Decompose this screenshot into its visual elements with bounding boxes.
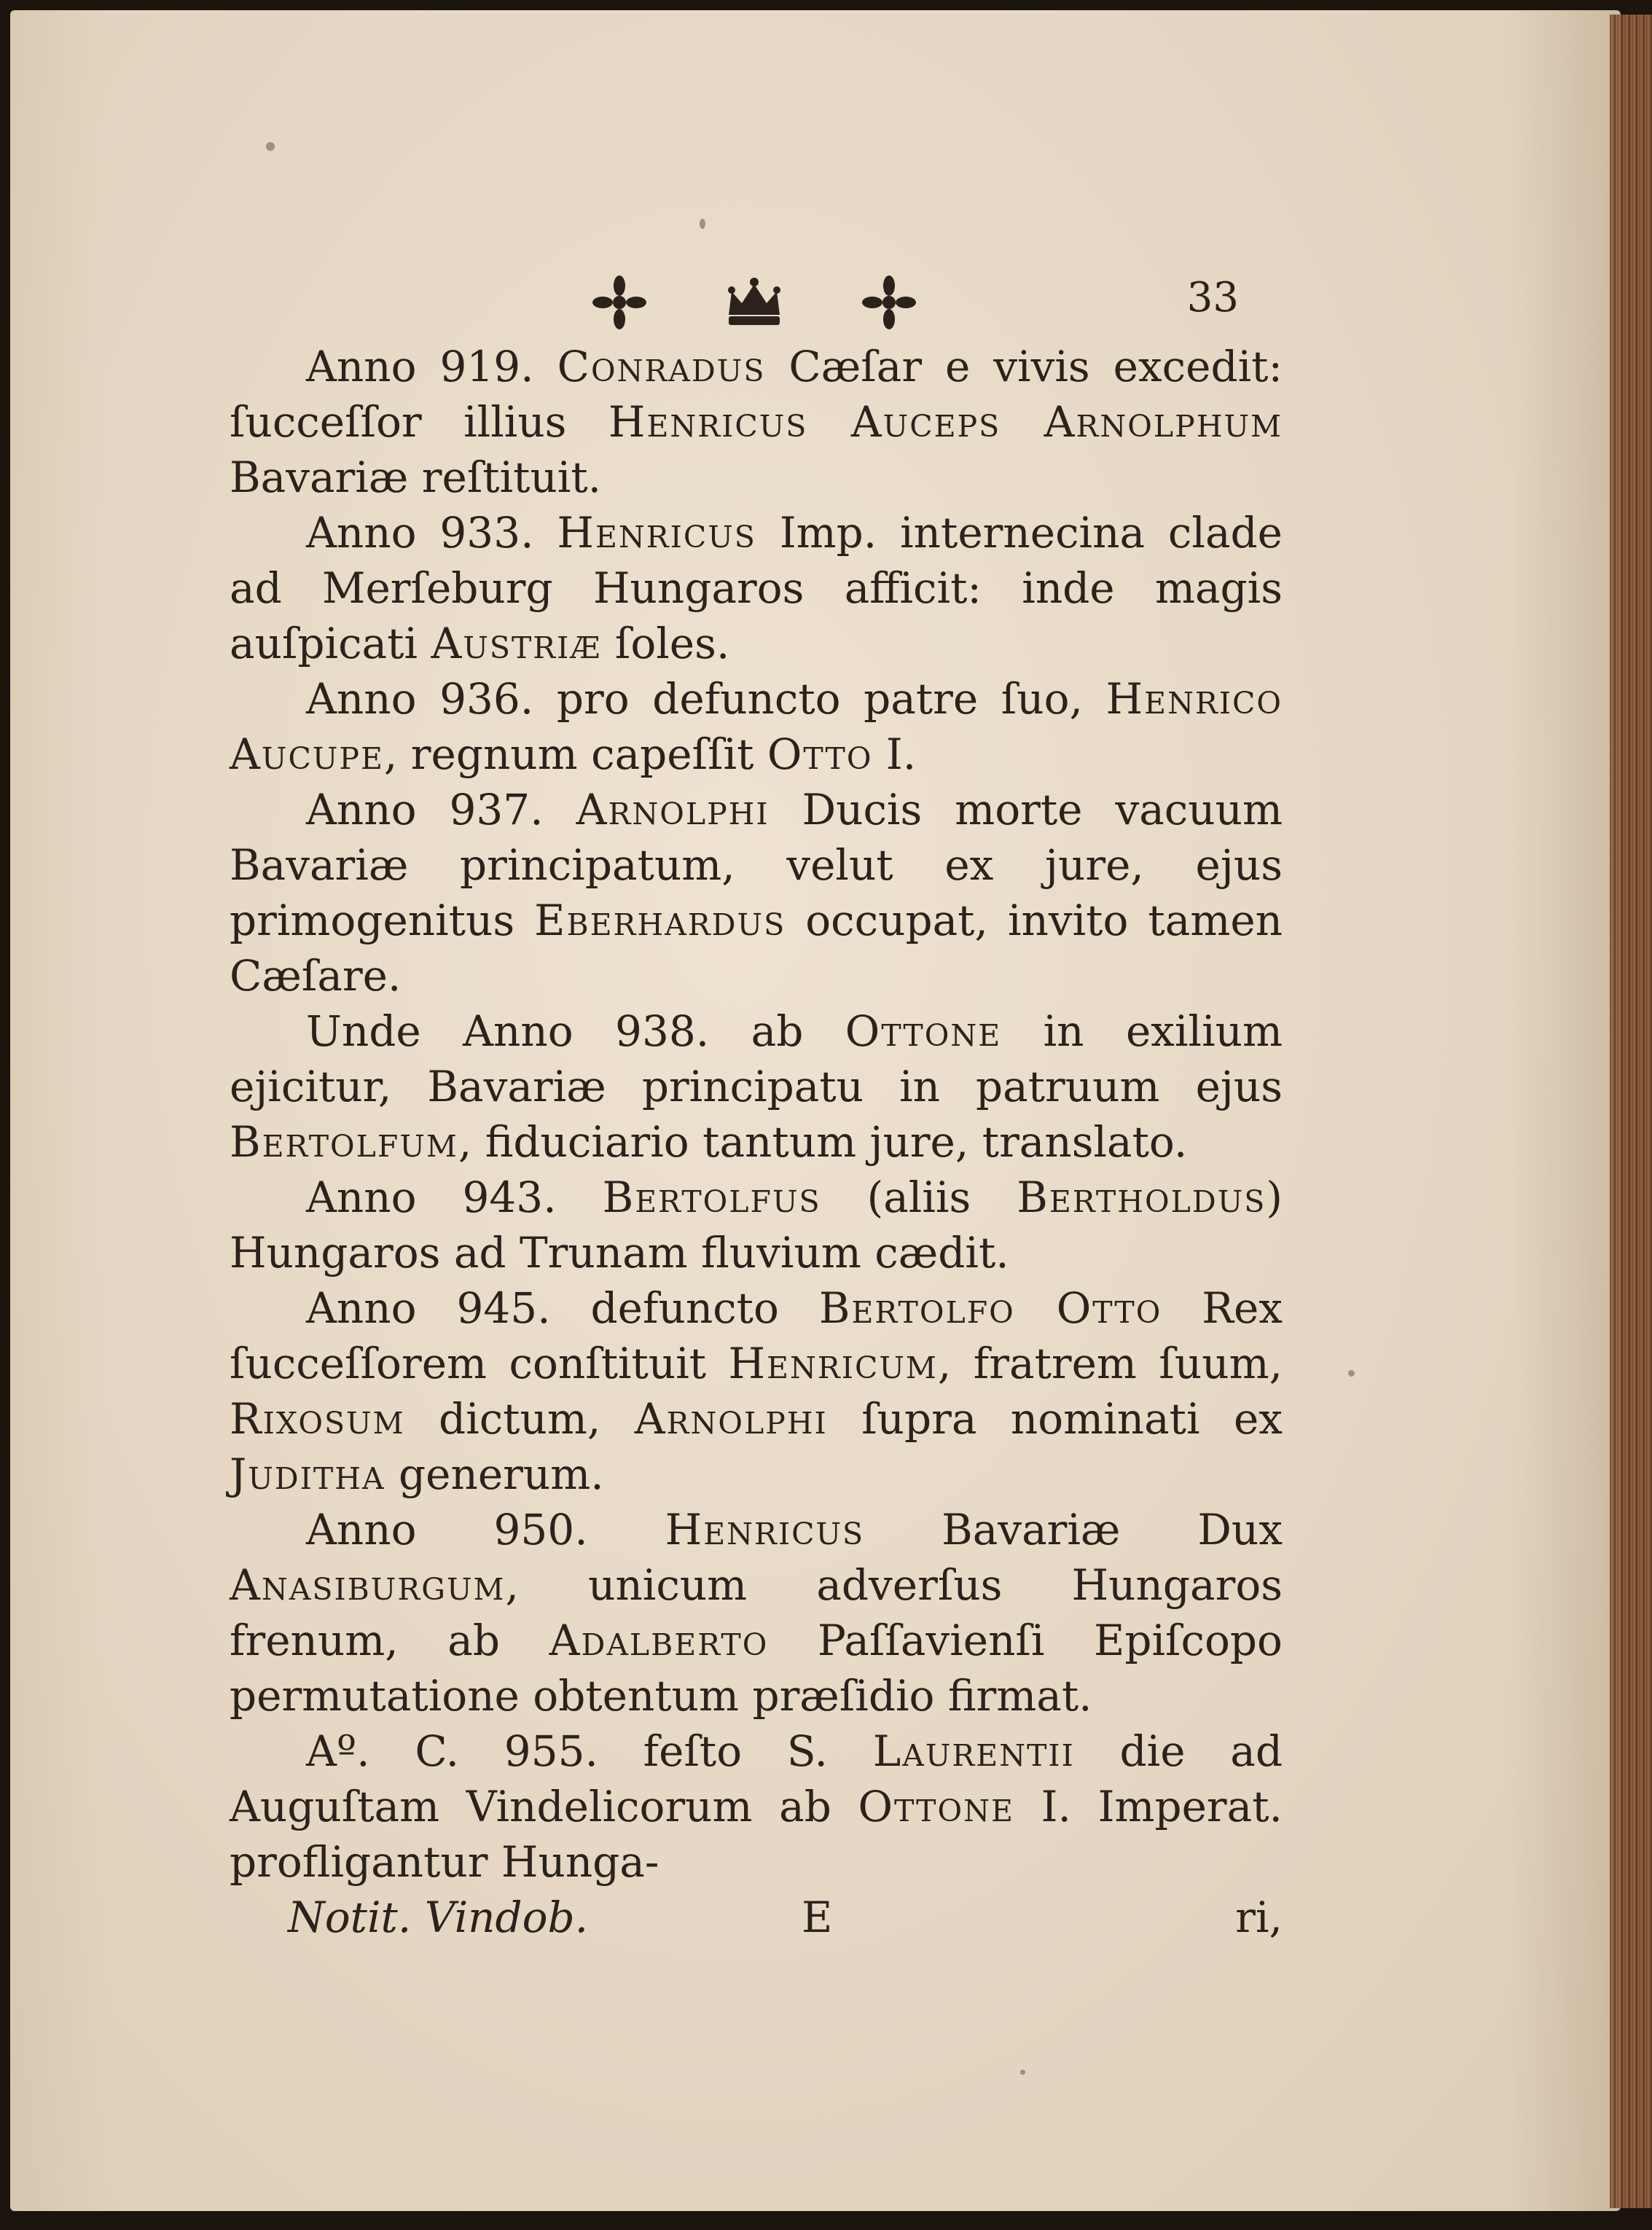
- paragraph: [230, 671, 1283, 782]
- small-caps-name: Henricus: [665, 1505, 865, 1554]
- text-run: I.: [872, 729, 917, 779]
- small-caps-name: Henricus: [557, 508, 756, 558]
- page-footer: [230, 1890, 1283, 1951]
- fleuron-left-icon: [587, 270, 652, 335]
- paragraph: [230, 339, 1283, 505]
- text-run: Unde Anno 938. ab: [306, 1006, 845, 1056]
- text-run: ſoles.: [601, 619, 730, 668]
- text-run: Imp. internecina clade ad Merſeburg Hungaros afficit: inde magis auſpicati: [230, 508, 1283, 668]
- page-header: [230, 259, 1283, 339]
- text-run: , fratrem ſuum,: [937, 1339, 1283, 1388]
- text-run: generum.: [385, 1450, 604, 1499]
- small-caps-name: Arnolphi: [576, 785, 770, 834]
- paragraph: [230, 505, 1283, 671]
- small-caps-name: Rixosum: [230, 1394, 405, 1444]
- small-caps-name: Bertholdus: [1017, 1173, 1267, 1222]
- text-run: dictum,: [404, 1394, 635, 1444]
- small-caps-name: Bertolfus: [602, 1173, 821, 1222]
- paragraph: [230, 1724, 1283, 1890]
- text-run: Anno 937.: [306, 785, 576, 834]
- paragraph: [230, 1004, 1283, 1170]
- text-run: in exilium ejicitur, Bavariæ principatu in patruum ejus: [230, 1006, 1283, 1111]
- text-run: Bavariæ Dux: [864, 1505, 1283, 1554]
- text-run: Paſſavienſi Epiſcopo permutatione obtentum præſidio firmat.: [230, 1616, 1283, 1721]
- small-caps-name: Austriæ: [431, 619, 602, 668]
- text-run: Anno 943.: [306, 1173, 603, 1222]
- small-caps-name: Ottone: [858, 1782, 1014, 1831]
- small-caps-name: Henrico Aucupe: [230, 674, 1283, 779]
- page-number: 33: [1186, 274, 1239, 321]
- text-run: I. Imperat. profligantur Hunga-: [230, 1782, 1283, 1887]
- paragraph: [230, 1170, 1283, 1280]
- body-paragraphs: [230, 339, 1283, 1890]
- small-caps-name: Adalberto: [549, 1616, 769, 1665]
- text-run: occupat, invito tamen Cæſare.: [230, 896, 1283, 1001]
- small-caps-name: Arnolphi: [634, 1394, 828, 1444]
- paragraph: [230, 782, 1283, 1004]
- text-run: , unicum adverſus Hungaros frenum, ab: [230, 1560, 1283, 1665]
- text-run: Aº. C. 955. feſto S.: [306, 1726, 873, 1776]
- text-run: , fiduciario tantum jure, translato.: [458, 1117, 1188, 1167]
- text-run: ) Hungaros ad Trunam fluvium cædit.: [230, 1173, 1283, 1278]
- text-run: Anno 919.: [306, 342, 557, 391]
- paragraph: [230, 1502, 1283, 1724]
- text-run: , regnum capeſſit: [383, 729, 767, 779]
- page-text-block: [230, 259, 1283, 1951]
- text-run: Anno 933.: [306, 508, 557, 558]
- fleuron-right-icon: [856, 270, 922, 335]
- page-edge-stack: [1610, 15, 1652, 2208]
- text-run: Anno 950.: [306, 1505, 665, 1554]
- text-run: Anno 936. pro defuncto patre ſuo,: [306, 674, 1106, 724]
- small-caps-name: Henricum: [728, 1339, 938, 1388]
- small-caps-name: Bertolfum: [230, 1117, 458, 1167]
- text-run: Cæſar e vivis excedit: ſucceſſor illius: [230, 342, 1283, 447]
- text-run: (aliis: [821, 1173, 1017, 1222]
- small-caps-name: Eberhardus: [534, 896, 786, 945]
- text-run: Bavariæ reſtituit.: [230, 453, 602, 502]
- text-run: Ducis morte vacuum Bavariæ principatum, velut ex jure, ejus primogenitus: [230, 785, 1283, 945]
- signature-title: Notit. Vindob.: [288, 1893, 589, 1942]
- small-caps-name: Henricus Auceps Arnolphum: [608, 397, 1283, 447]
- paragraph: [230, 1280, 1283, 1502]
- paper-speck: [1348, 1370, 1355, 1377]
- small-caps-name: Anasiburgum: [230, 1560, 506, 1610]
- signature-mark: E: [802, 1893, 833, 1942]
- small-caps-name: Ottone: [845, 1006, 1002, 1056]
- small-caps-name: Juditha: [230, 1450, 385, 1499]
- paper-speck: [266, 142, 275, 151]
- text-run: Anno 945. defuncto: [306, 1283, 819, 1333]
- small-caps-name: Bertolfo Otto: [818, 1283, 1162, 1333]
- small-caps-name: Otto: [767, 729, 873, 779]
- paper-speck: [1020, 2070, 1025, 2075]
- crown-icon: [721, 270, 787, 335]
- catchword: ri,: [1235, 1893, 1283, 1942]
- head-ornaments: [587, 270, 922, 335]
- text-run: ſupra nominati ex: [827, 1394, 1283, 1444]
- text-run: Rex ſucceſſorem conſtituit: [230, 1283, 1283, 1388]
- small-caps-name: Conradus: [557, 342, 766, 391]
- text-run: die ad Auguſtam Vindelicorum ab: [230, 1726, 1283, 1831]
- small-caps-name: Laurentii: [872, 1726, 1075, 1776]
- paper-speck: [700, 219, 705, 229]
